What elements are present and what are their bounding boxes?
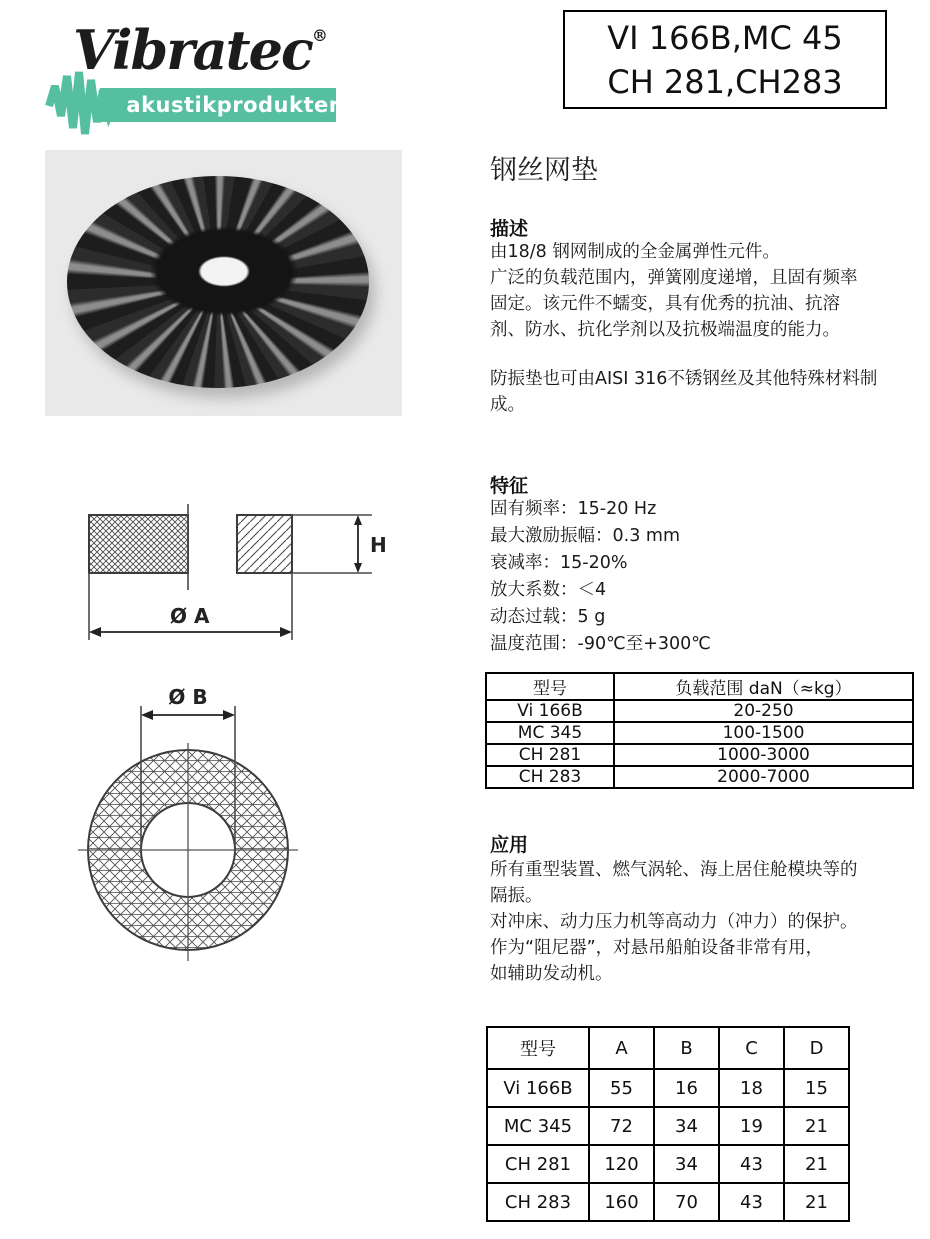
load-range-cell: 1000-3000 — [614, 744, 913, 766]
brand-text: Vibratec — [73, 18, 312, 82]
description-line: 由18/8 钢网制成的全金属弹性元件。 — [490, 242, 780, 262]
table-row — [486, 700, 913, 722]
outer-diameter-label: Ø A — [170, 604, 210, 628]
logo-tagline-banner — [100, 88, 340, 122]
model-cell: CH 283 — [487, 1183, 589, 1221]
table-row — [486, 744, 913, 766]
application-line: 所有重型装置、燃气涡轮、海上居住舱模块等的 — [490, 860, 858, 880]
application-heading: 应用 — [490, 834, 529, 856]
model-cell: CH 281 — [486, 744, 614, 766]
description-line: 广泛的负载范围内，弹簧刚度递增，且固有频率 — [490, 268, 858, 288]
dim-c-cell: 19 — [719, 1107, 784, 1145]
application-line: 隔振。 — [490, 886, 543, 906]
features-list — [490, 496, 926, 658]
dim-d-cell: 21 — [784, 1145, 849, 1183]
application-list — [490, 857, 926, 987]
dim-c-cell: 43 — [719, 1183, 784, 1221]
column-header-model: 型号 — [486, 673, 614, 700]
description-line: 防振垫也可由AISI 316不锈钢丝及其他特殊材料制 — [490, 369, 878, 389]
column-header-model: 型号 — [487, 1027, 589, 1069]
feature-item: 衰减率：15-20% — [490, 553, 628, 573]
dim-a-cell: 72 — [589, 1107, 654, 1145]
feature-item: 放大系数：＜4 — [490, 580, 607, 600]
description-paragraph-2 — [490, 366, 926, 418]
dim-d-cell: 21 — [784, 1107, 849, 1145]
model-cell: Vi 166B — [487, 1069, 589, 1107]
description-line: 剂、防水、抗化学剂以及抗极端温度的能力。 — [490, 320, 840, 340]
table-row — [487, 1145, 849, 1183]
height-label: H — [370, 533, 387, 557]
cross-section-diagram — [70, 495, 390, 650]
column-header-a: A — [589, 1027, 654, 1069]
dim-b-cell: 34 — [654, 1107, 719, 1145]
vibratec-logo — [45, 12, 340, 137]
features-heading: 特征 — [490, 475, 529, 497]
dim-b-cell: 34 — [654, 1145, 719, 1183]
model-cell: CH 281 — [487, 1145, 589, 1183]
dim-a-cell: 120 — [589, 1145, 654, 1183]
tagline-text: akustikprodukter — [126, 93, 340, 117]
feature-item: 最大激励振幅：0.3 mm — [490, 526, 680, 546]
dimension-table — [486, 1026, 850, 1222]
dim-b-cell: 70 — [654, 1183, 719, 1221]
model-cell: MC 345 — [487, 1107, 589, 1145]
dim-c-cell: 18 — [719, 1069, 784, 1107]
model-cell: Vi 166B — [486, 700, 614, 722]
inner-diameter-label: Ø B — [168, 685, 208, 709]
application-line: 如辅助发动机。 — [490, 964, 613, 984]
table-row — [487, 1107, 849, 1145]
description-line: 成。 — [490, 395, 525, 415]
load-range-cell: 100-1500 — [614, 722, 913, 744]
table-row — [486, 722, 913, 744]
dim-a-cell: 55 — [589, 1069, 654, 1107]
load-range-cell: 2000-7000 — [614, 766, 913, 788]
top-view-diagram — [60, 678, 320, 990]
table-header-row — [487, 1027, 849, 1069]
dim-c-cell: 43 — [719, 1145, 784, 1183]
column-header-c: C — [719, 1027, 784, 1069]
description-heading: 描述 — [490, 218, 529, 240]
model-title-box — [563, 10, 887, 109]
section-left-half — [89, 515, 188, 573]
model-cell: CH 283 — [486, 766, 614, 788]
model-line-2: CH 281,CH283 — [607, 62, 843, 101]
application-line: 作为“阻尼器”，对悬吊船舶设备非常有用， — [490, 938, 824, 958]
load-range-table — [485, 672, 914, 789]
table-row — [487, 1069, 849, 1107]
feature-item: 固有频率：15-20 Hz — [490, 499, 657, 519]
table-row — [487, 1183, 849, 1221]
table-row — [486, 766, 913, 788]
feature-item: 动态过载：5 g — [490, 607, 606, 627]
registered-trademark-icon: ® — [311, 26, 328, 45]
model-line-1: VI 166B,MC 45 — [607, 18, 843, 57]
load-range-cell: 20-250 — [614, 700, 913, 722]
column-header-b: B — [654, 1027, 719, 1069]
dim-d-cell: 21 — [784, 1183, 849, 1221]
page-title: 钢丝网垫 — [490, 155, 598, 186]
column-header-d: D — [784, 1027, 849, 1069]
feature-item: 温度范围：-90℃至+300℃ — [490, 634, 711, 654]
section-right-half — [237, 515, 292, 573]
model-cell: MC 345 — [486, 722, 614, 744]
product-photo — [45, 150, 402, 416]
wire-mesh-pad-image — [67, 176, 369, 388]
table-header-row — [486, 673, 913, 700]
description-line: 固定。该元件不蠕变，具有优秀的抗油、抗溶 — [490, 294, 840, 314]
dim-d-cell: 15 — [784, 1069, 849, 1107]
dim-a-cell: 160 — [589, 1183, 654, 1221]
column-header-load-range: 负载范围 daN（≈kg） — [614, 673, 913, 700]
description-paragraph-1 — [490, 239, 926, 343]
dim-b-cell: 16 — [654, 1069, 719, 1107]
application-line: 对冲床、动力压力机等高动力（冲力）的保护。 — [490, 912, 858, 932]
